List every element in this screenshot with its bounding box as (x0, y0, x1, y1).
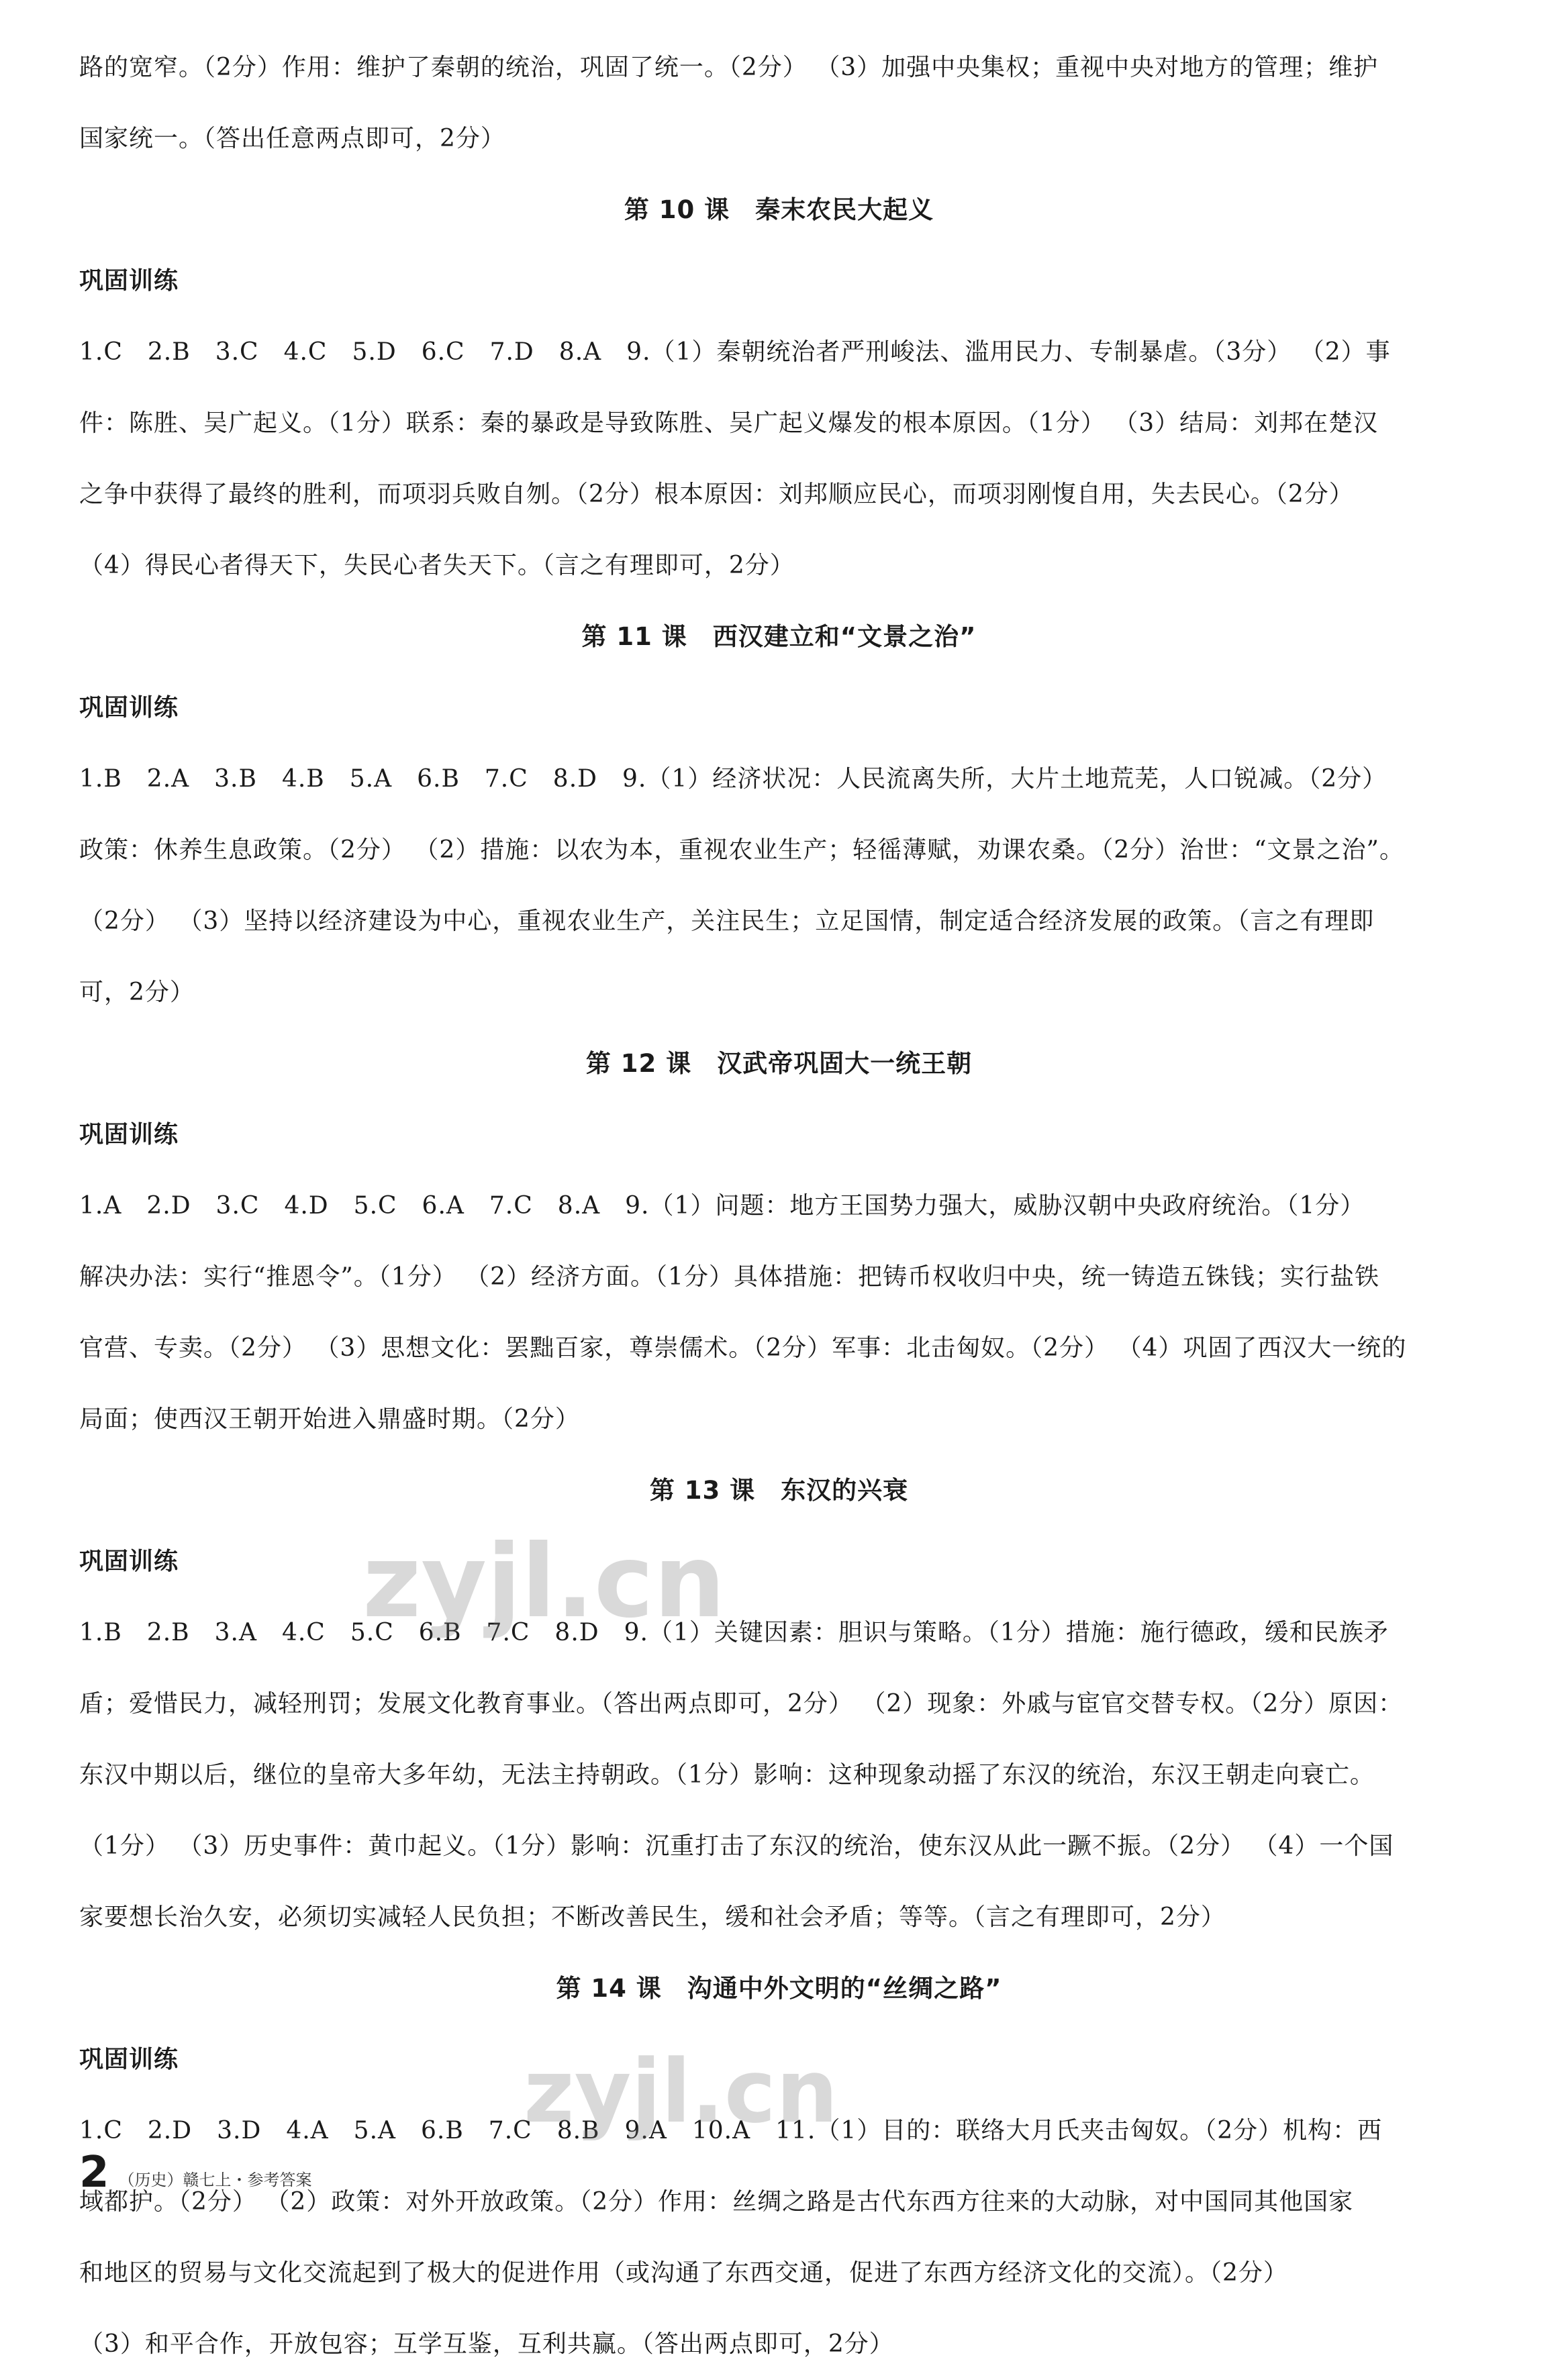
footer-label: （历史）赣七上・参考答案 (118, 2171, 312, 2189)
lesson-13-section (79, 1455, 1479, 1953)
lesson-title: 第 10 课 秦末农民大起义 (624, 195, 934, 224)
section-label: 巩固训练 (79, 1121, 179, 1148)
answer-line: 官营、专卖。（2分） （3）思想文化：罢黜百家，尊崇儒术。（2分）军事：北击匈奴。（2分） （4）巩固了西汉大一统的 (79, 1334, 1407, 1362)
intro-line: 路的宽窄。（2分）作用：维护了秦朝的统治，巩固了统一。（2分） （3）加强中央集权；重视中央对地方的管理；维护 (79, 54, 1379, 81)
answer-line: （4）得民心者得天下，失民心者失天下。（言之有理即可，2分） (79, 552, 795, 579)
section-label: 巩固训练 (79, 267, 179, 295)
answer-line: 局面；使西汉王朝开始进入鼎盛时期。（2分） (79, 1405, 580, 1433)
answer-line: （1分） （3）历史事件：黄巾起义。（1分）影响：沉重打击了东汉的统治，使东汉从此一蹶不振。（2分） （4）一个国 (79, 1832, 1394, 1860)
answer-line: 之争中获得了最终的胜利，而项羽兵败自刎。（2分）根本原因：刘邦顺应民心，而项羽刚愎自用，失去民心。（2分） (79, 481, 1354, 508)
answer-line: 政策：休养生息政策。（2分） （2）措施：以农为本，重视农业生产；轻徭薄赋，劝课农桑。（2分）治世：“文景之治”。 (79, 836, 1404, 864)
lesson-title: 第 14 课 沟通中外文明的“丝绸之路” (556, 1974, 1002, 2003)
page-number: 2 (79, 2148, 109, 2197)
lesson-title: 第 13 课 东汉的兴衰 (649, 1476, 909, 1505)
section-label: 巩固训练 (79, 2046, 179, 2073)
answer-line: （3）和平合作，开放包容；互学互鉴，互利共赢。（答出两点即可，2分） (79, 2330, 894, 2358)
answer-line: 解决办法：实行“推恩令”。（1分） （2）经济方面。（1分）具体措施：把铸币权收归中央，统一铸造五铢钱；实行盐铁 (79, 1263, 1379, 1291)
intro-line: 国家统一。（答出任意两点即可，2分） (79, 125, 505, 152)
section-label: 巩固训练 (79, 694, 179, 722)
answer-line: 域都护。（2分） （2）政策：对外开放政策。（2分）作用：丝绸之路是古代东西方往来的大动脉，对中国同其他国家 (79, 2188, 1354, 2216)
lesson-12-section (79, 1028, 1479, 1455)
answer-line: 1.C 2.D 3.D 4.A 5.A 6.B 7.C 8.B 9.A 10.A 11.（1）目的：联络大月氏夹击匈奴。（2分）机构：西 (79, 2117, 1383, 2144)
lesson-10-section (79, 175, 1479, 601)
page-content (79, 32, 1479, 2380)
section-label: 巩固训练 (79, 1548, 179, 1575)
answer-line: 1.B 2.A 3.B 4.B 5.A 6.B 7.C 8.D 9.（1）经济状况：人民流离失所，大片土地荒芜，人口锐减。（2分） (79, 765, 1387, 793)
answer-line: 件：陈胜、吴广起义。（1分）联系：秦的暴政是导致陈胜、吴广起义爆发的根本原因。（1分） （3）结局：刘邦在楚汉 (79, 409, 1379, 437)
answer-line: （2分） （3）坚持以经济建设为中心，重视农业生产，关注民生；立足国情，制定适合经济发展的政策。（言之有理即 (79, 907, 1375, 935)
answer-line: 1.C 2.B 3.C 4.C 5.D 6.C 7.D 8.A 9.（1）秦朝统治者严刑峻法、滥用民力、专制暴虐。（3分） （2）事 (79, 338, 1391, 366)
lesson-title: 第 12 课 汉武帝巩固大一统王朝 (585, 1049, 973, 1078)
lesson-title: 第 11 课 西汉建立和“文景之治” (581, 622, 977, 651)
lesson-11-section (79, 601, 1479, 1028)
answer-line: 东汉中期以后，继位的皇帝大多年幼，无法主持朝政。（1分）影响：这种现象动摇了东汉的统治，东汉王朝走向衰亡。 (79, 1761, 1375, 1789)
answer-line: 盾；爱惜民力，减轻刑罚；发展文化教育事业。（答出两点即可，2分） （2）现象：外戚与宦官交替专权。（2分）原因： (79, 1690, 1404, 1718)
answer-line: 可，2分） (79, 979, 195, 1006)
answer-line: 家要想长治久安，必须切实减轻人民负担；不断改善民生，缓和社会矛盾；等等。（言之有理即可，2分） (79, 1903, 1226, 1931)
watermark: zyjl.cn (362, 1524, 726, 1640)
answer-line: 和地区的贸易与文化交流起到了极大的促进作用（或沟通了东西交通，促进了东西方经济文化的交流）。（2分） (79, 2259, 1288, 2287)
answer-line: 1.B 2.B 3.A 4.C 5.C 6.B 7.C 8.D 9.（1）关键因素：胆识与策略。（1分）措施：施行德政，缓和民族矛 (79, 1619, 1389, 1646)
answer-line: 1.A 2.D 3.C 4.D 5.C 6.A 7.C 8.A 9.（1）问题：地方王国势力强大，威胁汉朝中央政府统治。（1分） (79, 1192, 1365, 1220)
intro-block (79, 32, 1479, 175)
watermark: zyjl.cn (524, 2040, 838, 2142)
page-footer (79, 2148, 312, 2197)
